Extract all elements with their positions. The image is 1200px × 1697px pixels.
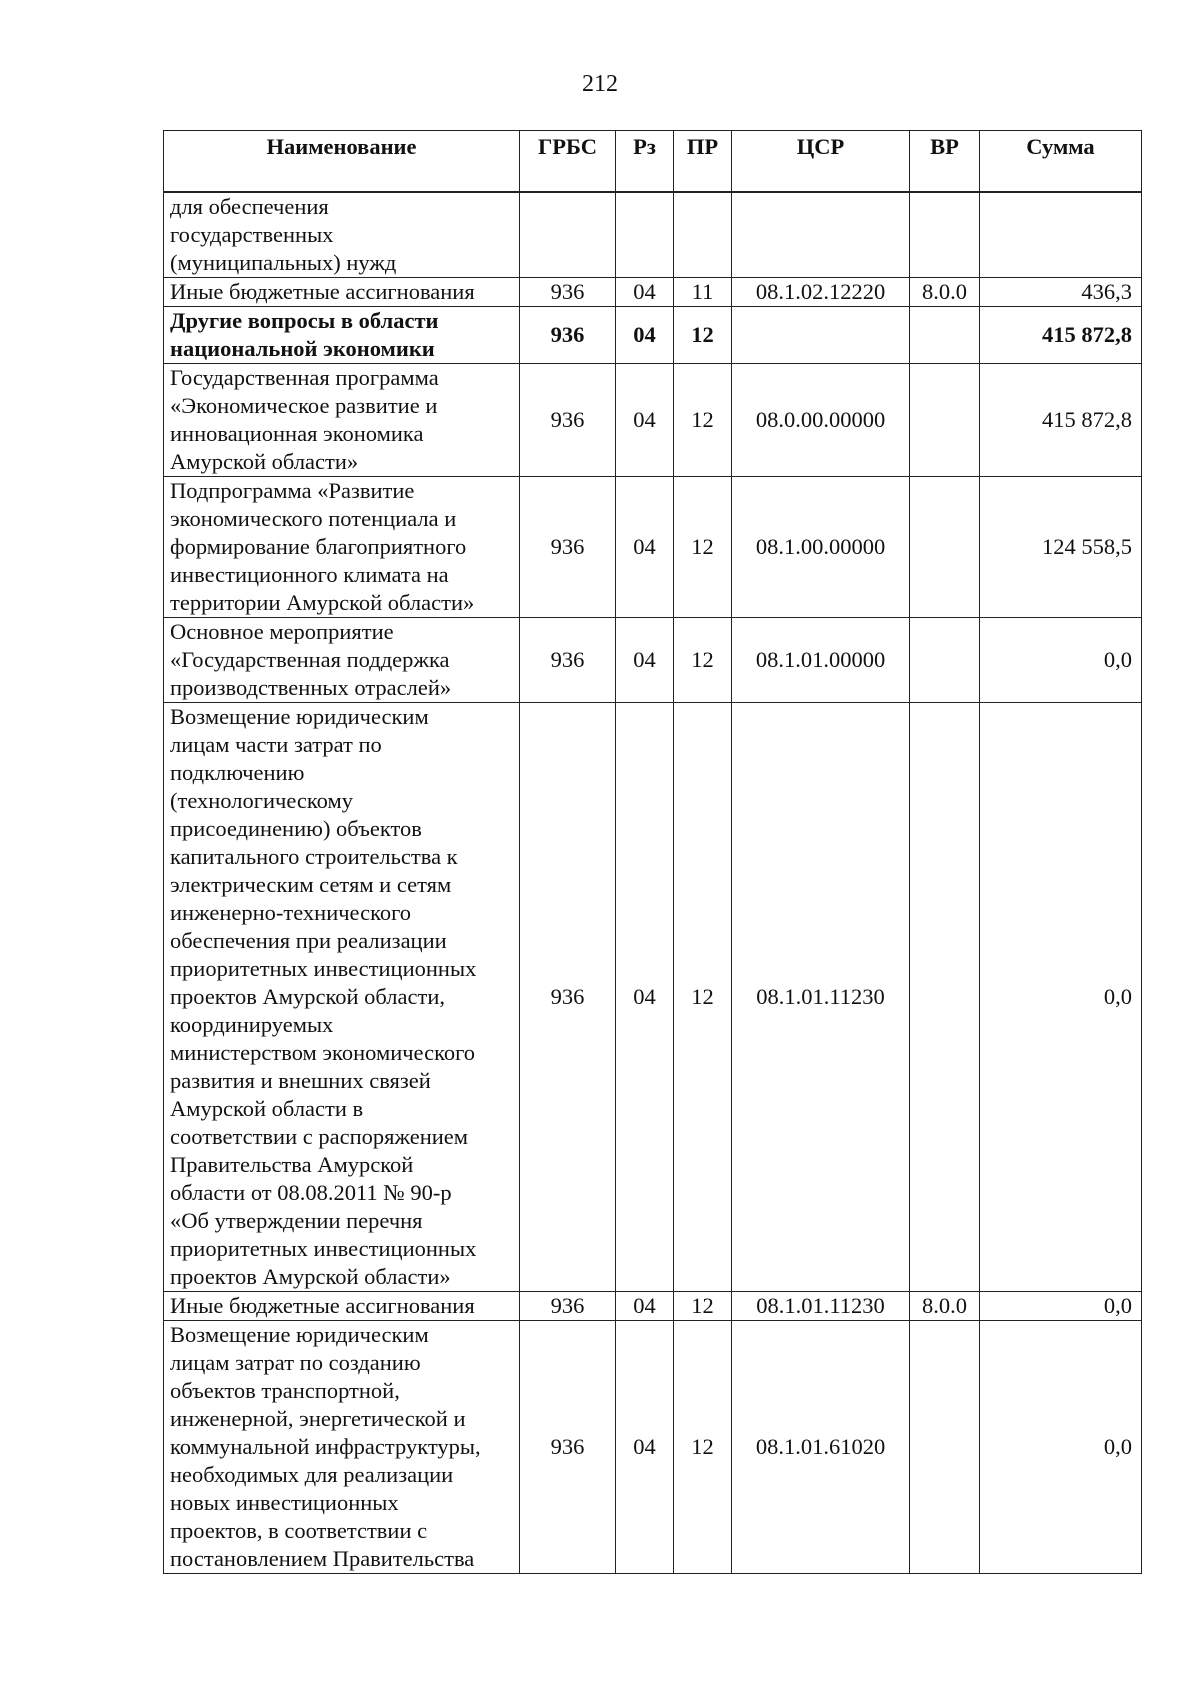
cell-sum: 415 872,8 (980, 307, 1142, 364)
header-vr: ВР (910, 131, 980, 193)
cell-vr (910, 1321, 980, 1574)
table-row (164, 477, 1142, 618)
cell-rz (616, 192, 674, 278)
cell-rz: 04 (616, 1292, 674, 1321)
table-row (164, 1292, 1142, 1321)
cell-vr (910, 703, 980, 1292)
cell-csr (732, 192, 910, 278)
table-row (164, 192, 1142, 278)
cell-name: Иные бюджетные ассигнования (164, 1292, 520, 1321)
cell-rz: 04 (616, 307, 674, 364)
table-row (164, 307, 1142, 364)
cell-grbs (520, 192, 616, 278)
cell-rz: 04 (616, 703, 674, 1292)
cell-name: для обеспечения государственных (муниципальных) нужд (164, 192, 520, 278)
page-number: 212 (582, 71, 618, 97)
cell-pr (674, 192, 732, 278)
budget-table (163, 130, 1142, 1574)
cell-grbs: 936 (520, 1321, 616, 1574)
cell-pr: 12 (674, 1292, 732, 1321)
cell-grbs: 936 (520, 364, 616, 477)
table-row (164, 618, 1142, 703)
cell-sum: 0,0 (980, 1321, 1142, 1574)
cell-vr (910, 192, 980, 278)
cell-rz: 04 (616, 1321, 674, 1574)
cell-vr (910, 364, 980, 477)
cell-sum: 0,0 (980, 618, 1142, 703)
cell-name: Возмещение юридическим лицам затрат по созданию объектов транспортной, инженерной, энергетической и коммунальной инфраструктуры, необходимых для реализации новых инвестиционных проектов, в соответствии с постановлением Правительства (164, 1321, 520, 1574)
header-pr: ПР (674, 131, 732, 193)
cell-grbs: 936 (520, 1292, 616, 1321)
header-csr: ЦСР (732, 131, 910, 193)
cell-pr: 12 (674, 477, 732, 618)
cell-name: Основное мероприятие «Государственная поддержка производственных отраслей» (164, 618, 520, 703)
cell-pr: 11 (674, 278, 732, 307)
header-grbs: ГРБС (520, 131, 616, 193)
cell-csr: 08.1.01.61020 (732, 1321, 910, 1574)
cell-rz: 04 (616, 278, 674, 307)
table-header-row (164, 131, 1142, 193)
cell-rz: 04 (616, 364, 674, 477)
cell-grbs: 936 (520, 278, 616, 307)
cell-csr: 08.1.01.11230 (732, 703, 910, 1292)
cell-sum: 0,0 (980, 703, 1142, 1292)
cell-csr (732, 307, 910, 364)
cell-pr: 12 (674, 1321, 732, 1574)
cell-sum: 415 872,8 (980, 364, 1142, 477)
cell-sum: 0,0 (980, 1292, 1142, 1321)
cell-vr: 8.0.0 (910, 1292, 980, 1321)
header-name: Наименование (164, 131, 520, 193)
cell-rz: 04 (616, 477, 674, 618)
cell-vr (910, 307, 980, 364)
table-row (164, 278, 1142, 307)
cell-grbs: 936 (520, 703, 616, 1292)
cell-name: Подпрограмма «Развитие экономического потенциала и формирование благоприятного инвестиционного климата на территории Амурской области» (164, 477, 520, 618)
cell-csr: 08.1.00.00000 (732, 477, 910, 618)
cell-sum: 436,3 (980, 278, 1142, 307)
cell-csr: 08.0.00.00000 (732, 364, 910, 477)
cell-csr: 08.1.02.12220 (732, 278, 910, 307)
table-row (164, 364, 1142, 477)
cell-grbs: 936 (520, 477, 616, 618)
cell-csr: 08.1.01.11230 (732, 1292, 910, 1321)
table-row (164, 1321, 1142, 1574)
cell-sum: 124 558,5 (980, 477, 1142, 618)
table-row (164, 703, 1142, 1292)
cell-csr: 08.1.01.00000 (732, 618, 910, 703)
cell-pr: 12 (674, 307, 732, 364)
cell-grbs: 936 (520, 307, 616, 364)
cell-sum (980, 192, 1142, 278)
cell-name: Иные бюджетные ассигнования (164, 278, 520, 307)
cell-name: Другие вопросы в области национальной экономики (164, 307, 520, 364)
cell-name: Государственная программа «Экономическое развитие и инновационная экономика Амурской области» (164, 364, 520, 477)
cell-pr: 12 (674, 618, 732, 703)
cell-name: Возмещение юридическим лицам части затрат по подключению (технологическому присоединению) объектов капитального строительства к электрическим сетям и сетям инженерно-технического обеспечения при реализации приоритетных инвестиционных проектов Амурской области, координируемых министерством экономического развития и внешних связей Амурской области в соответствии с распоряжением Правительства Амурской области от 08.08.2011 № 90-р «Об утверждении перечня приоритетных инвестиционных проектов Амурской области» (164, 703, 520, 1292)
header-rz: Рз (616, 131, 674, 193)
header-sum: Сумма (980, 131, 1142, 193)
table-body (164, 192, 1142, 1574)
cell-grbs: 936 (520, 618, 616, 703)
cell-vr (910, 618, 980, 703)
cell-rz: 04 (616, 618, 674, 703)
cell-pr: 12 (674, 703, 732, 1292)
cell-vr (910, 477, 980, 618)
cell-vr: 8.0.0 (910, 278, 980, 307)
cell-pr: 12 (674, 364, 732, 477)
